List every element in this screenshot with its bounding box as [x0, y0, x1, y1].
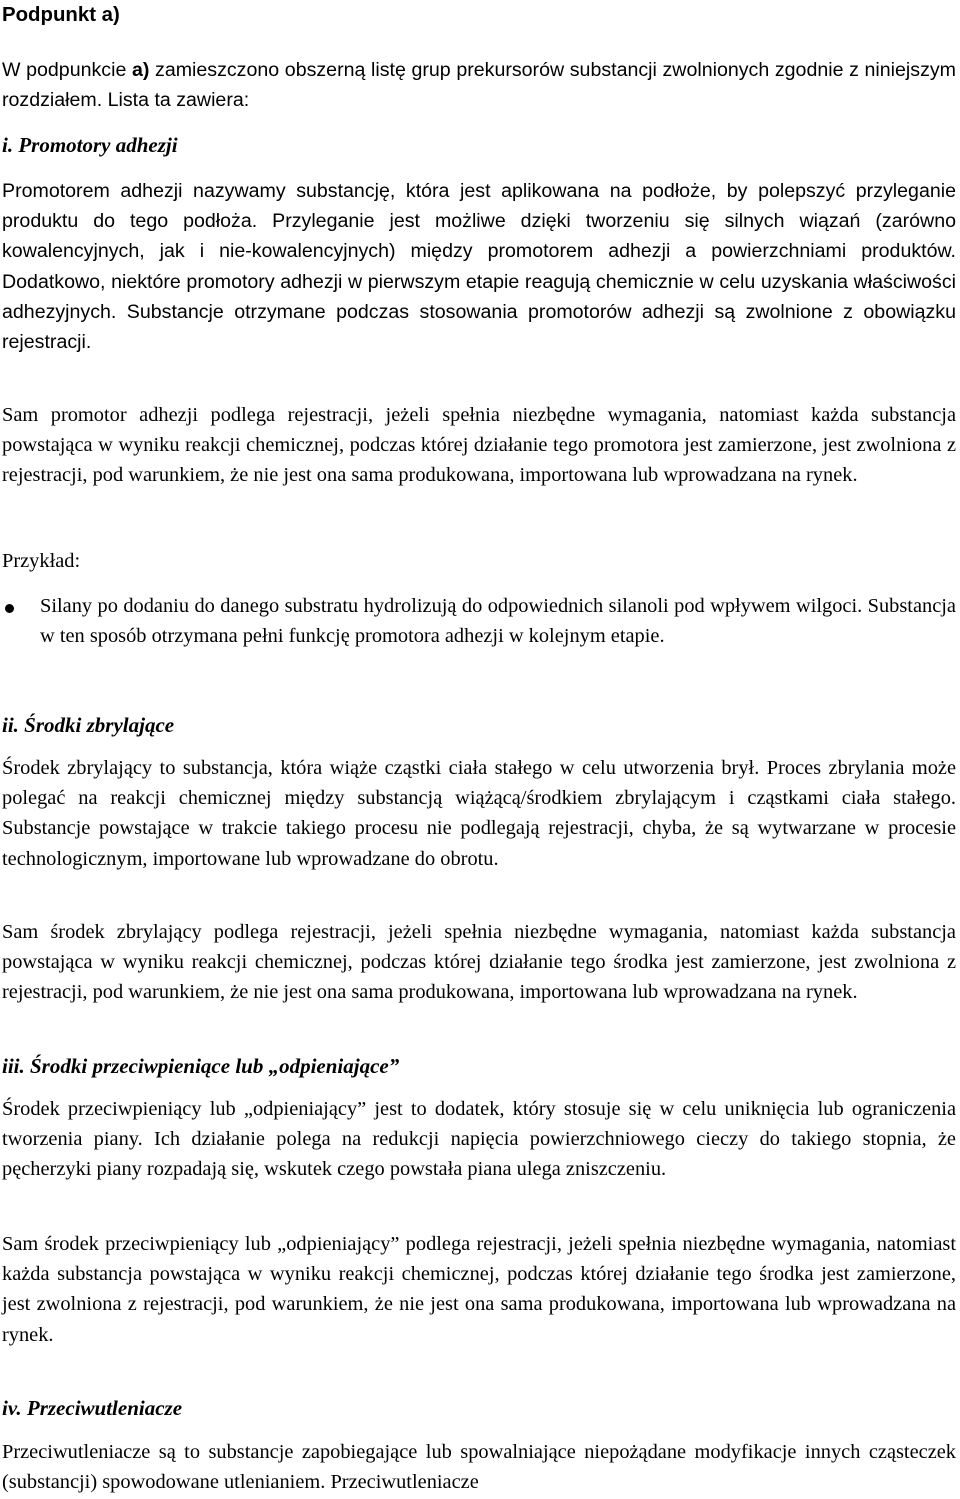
section-title-zbrylajace: ii. Środki zbrylające	[2, 713, 175, 737]
section-title-promotory-text: i. Promotory adhezji	[2, 133, 178, 157]
intro-paragraph	[2, 55, 956, 115]
intro-text-start: W podpunkcie	[2, 59, 132, 81]
paragraph-przeciwpieniace-registration: Sam środek przeciwpieniący lub „odpieniający” podlega rejestracji, jeżeli spełnia niezbędne wymagania, natomiast każda substancja powstająca w wyniku reakcji chemicznej, podczas której działanie tego środka jest zamierzone, jest zwolniona z rejestracji, pod warunkiem, że nie jest ona sama produkowana, importowana lub wprowadzana na rynek.	[2, 1233, 956, 1346]
page-heading: Podpunkt a)	[2, 4, 120, 26]
bullet-icon	[5, 604, 14, 613]
section-title-przeciwpieniace: iii. Środki przeciwpieniące lub „odpieniające”	[2, 1054, 400, 1078]
example-bullet-item: Silany po dodaniu do danego substratu hydrolizują do odpowiednich silanoli pod wpływem wilgoci. Substancja w ten sposób otrzymana pełni funkcję promotora adhezji w kolejnym etapie.	[40, 595, 956, 648]
paragraph-przeciwutleniacze-definition: Przeciwutleniacze są to substancje zapobiegające lub spowalniające niepożądane modyfikacje innych cząsteczek (substancji) spowodowane utlenianiem. Przeciwutleniacze	[2, 1441, 956, 1494]
section-title-promotory	[2, 130, 178, 160]
paragraph-promotory-definition: Promotorem adhezji nazywamy substancję, która jest aplikowana na podłoże, by polepszyć przyleganie produktu do tego podłoża. Przyleganie jest możliwe dzięki tworzeniu się silnych wiązań (zarówno kowalencyjnych, jak i nie-kowalencyjnych) między promotorem adhezji a powierzchniami produktów. Dodatkowo, niektóre promotory adhezji w pierwszym etapie reagują chemicznie w celu uzyskania właściwości adhezyjnych. Substancje otrzymane podczas stosowania promotorów adhezji są zwolnione z obowiązku rejestracji.	[2, 180, 956, 354]
paragraph-zbrylajace-registration: Sam środek zbrylający podlega rejestracji, jeżeli spełnia niezbędne wymagania, natomiast każda substancja powstająca w wyniku reakcji chemicznej, podczas której działanie tego środka jest zamierzone, jest zwolniona z rejestracji, pod warunkiem, że nie jest ona sama produkowana, importowana lub wprowadzana na rynek.	[2, 921, 956, 1004]
example-label: Przykład:	[2, 550, 81, 572]
paragraph-promotory-registration: Sam promotor adhezji podlega rejestracji, jeżeli spełnia niezbędne wymagania, natomiast każda substancja powstająca w wyniku reakcji chemicznej, podczas której działanie tego promotora jest zamierzone, jest zwolniona z rejestracji, pod warunkiem, że nie jest ona sama produkowana, importowana lub wprowadzana na rynek.	[2, 404, 956, 487]
paragraph-zbrylajace-definition: Środek zbrylający to substancja, która wiąże cząstki ciała stałego w celu utworzenia brył. Proces zbrylania może polegać na reakcji chemicznej między substancją wiążącą/środkiem zbrylającym i cząstkami ciała stałego. Substancje powstające w trakcie takiego procesu nie podlegają rejestracji, chyba, że są wytwarzane w procesie technologicznym, importowane lub wprowadzane do obrotu.	[2, 757, 956, 870]
section-title-przeciwutleniacze: iv. Przeciwutleniacze	[2, 1396, 183, 1420]
intro-text-end: zamieszczono obszerną listę grup prekursorów substancji zwolnionych zgodnie z niniejszym rozdziałem. Lista ta zawiera:	[2, 59, 956, 112]
intro-bold-ref: a)	[131, 59, 150, 81]
paragraph-przeciwpieniace-definition: Środek przeciwpieniący lub „odpieniający” jest to dodatek, który stosuje się w celu uniknięcia lub ograniczenia tworzenia piany. Ich działanie polega na redukcji napięcia powierzchniowego cieczy do takiego stopnia, że pęcherzyki piany rozpadają się, wskutek czego powstała piana ulega zniszczeniu.	[2, 1098, 956, 1181]
